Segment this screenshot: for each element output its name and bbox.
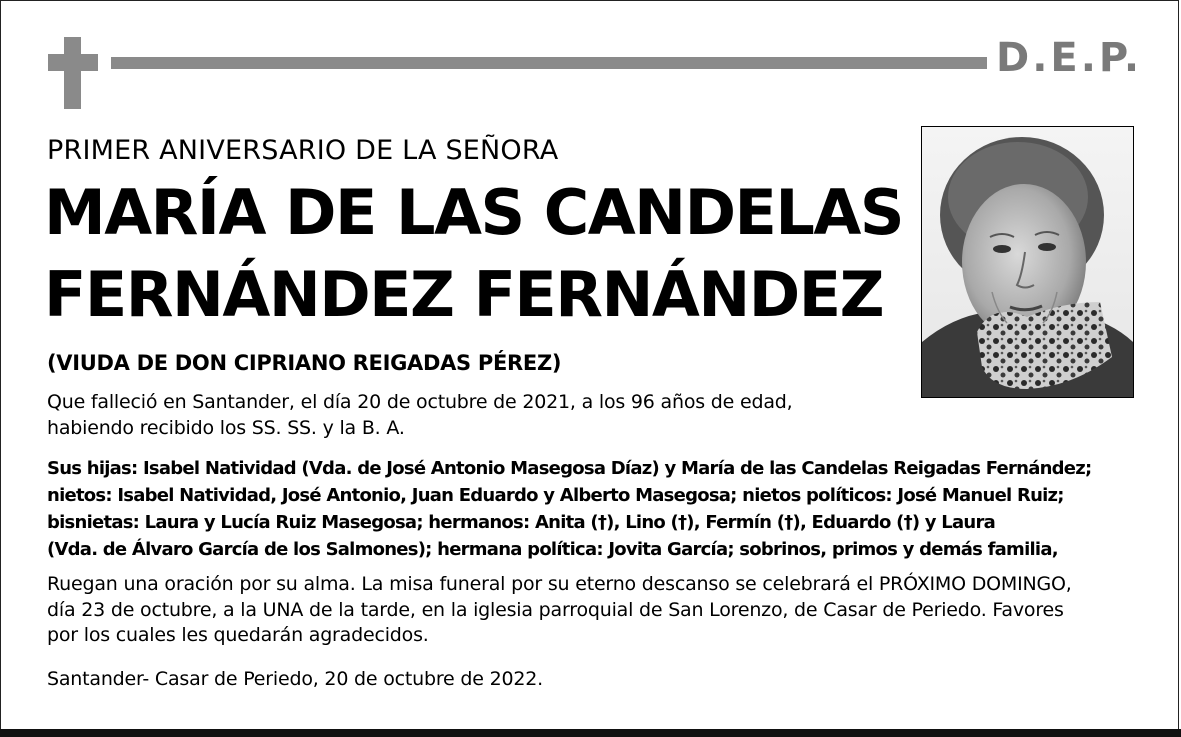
anniversary-subtitle: PRIMER ANIVERSARIO DE LA SEÑORA [47, 135, 559, 166]
header-rule [111, 57, 987, 69]
mass-paragraph [47, 572, 1072, 649]
cross-icon [64, 37, 81, 109]
mass-line: por los cuales les quedarán agradecidos. [47, 624, 429, 646]
dep-label: D.E.P. [996, 35, 1143, 81]
family-line: (Vda. de Álvaro García de los Salmones); hermana política: Jovita García; sobrinos, primos y demás familia, [47, 539, 1058, 560]
death-line: habiendo recibido los SS. SS. y la B. A. [47, 416, 405, 439]
death-line: Que falleció en Santander, el día 20 de octubre de 2021, a los 96 años de edad, [47, 391, 793, 413]
family-line: Sus hijas: Isabel Natividad (Vda. de José Antonio Masegosa Díaz) y María de las Candelas Reigadas Fernández; [47, 458, 1092, 479]
bottom-rule [0, 729, 1181, 737]
mass-line: día 23 de octubre, a la UNA de la tarde, en la iglesia parroquial de San Lorenzo, de Casar de Periedo. Favores [47, 598, 1064, 621]
widow-of-line: (VIUDA DE DON CIPRIANO REIGADAS PÉREZ) [47, 351, 562, 375]
family-line: nietos: Isabel Natividad, José Antonio, Juan Eduardo y Alberto Masegosa; nietos políticos: José Manuel Ruiz; [47, 485, 1064, 506]
death-paragraph [47, 390, 792, 441]
mass-line: Ruegan una oración por su alma. La misa funeral por su eterno descanso se celebrará el PRÓXIMO DOMINGO, [47, 573, 1072, 595]
family-paragraph [47, 455, 1091, 563]
portrait-photo [921, 126, 1134, 398]
place-date-line: Santander- Casar de Periedo, 20 de octubre de 2022. [47, 668, 543, 690]
deceased-name-line-2: FERNÁNDEZ FERNÁNDEZ [44, 258, 884, 331]
family-line: bisnietas: Laura y Lucía Ruiz Masegosa; hermanos: Anita (†), Lino (†), Fermín (†), Eduardo (†) y Laura [47, 512, 996, 533]
deceased-name-line-1: MARÍA DE LAS CANDELAS [44, 176, 904, 249]
cross-icon-bar [48, 54, 98, 71]
